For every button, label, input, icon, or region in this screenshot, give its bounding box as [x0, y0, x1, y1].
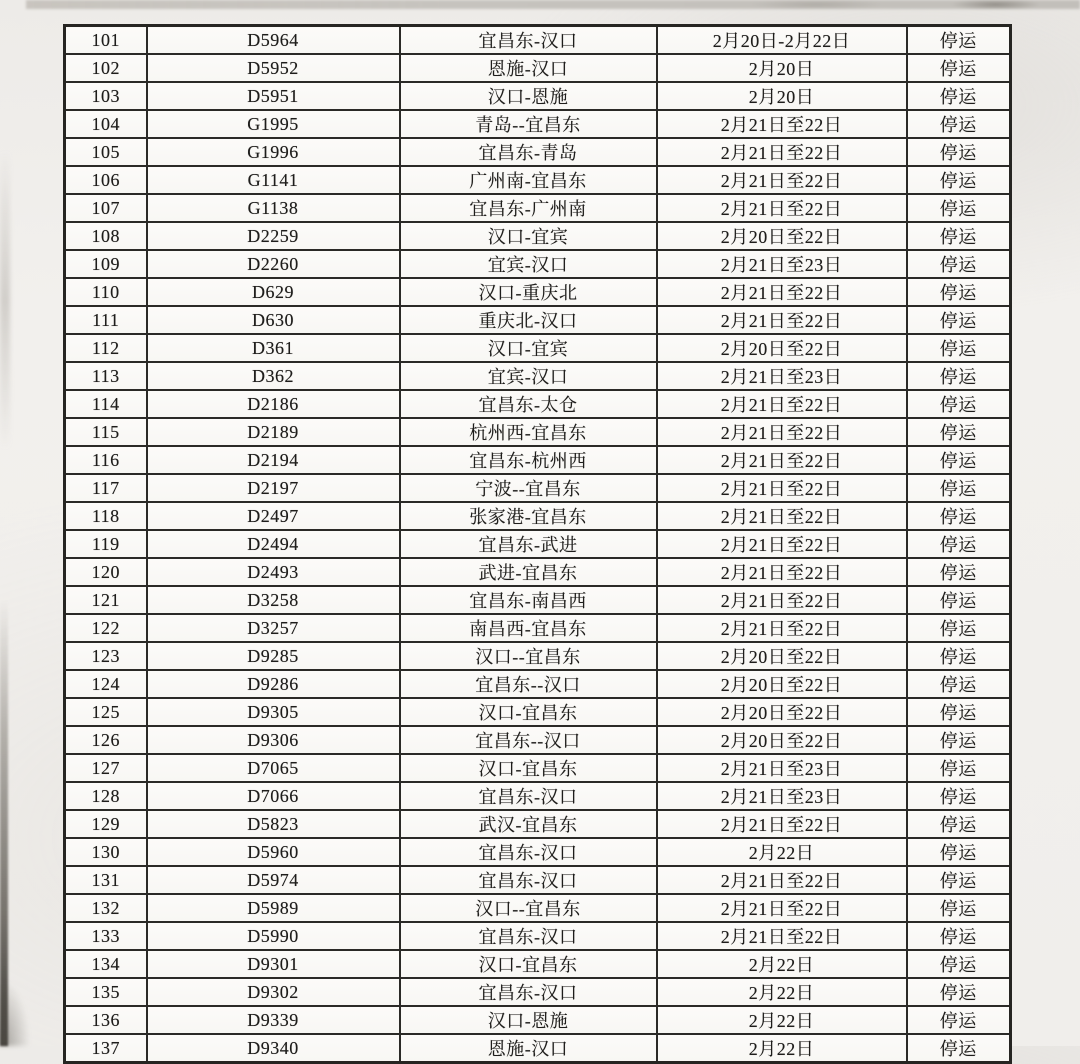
- row-number-cell: 135: [65, 978, 147, 1006]
- route-cell: 恩施-汉口: [400, 1034, 657, 1063]
- table-row: [65, 250, 1011, 278]
- table-row: [65, 306, 1011, 334]
- status-cell: 停运: [907, 446, 1011, 474]
- dates-cell: 2月22日: [657, 978, 907, 1006]
- row-number-cell: 136: [65, 1006, 147, 1034]
- route-cell: 重庆北-汉口: [400, 306, 657, 334]
- dates-cell: 2月21日至22日: [657, 194, 907, 222]
- table-row: [65, 166, 1011, 194]
- dates-cell: 2月21日至22日: [657, 278, 907, 306]
- status-cell: 停运: [907, 586, 1011, 614]
- train-number-cell: D5990: [147, 922, 400, 950]
- row-number-cell: 118: [65, 502, 147, 530]
- status-cell: 停运: [907, 698, 1011, 726]
- dates-cell: 2月20日: [657, 82, 907, 110]
- route-cell: 汉口-宜昌东: [400, 950, 657, 978]
- status-cell: 停运: [907, 726, 1011, 754]
- table-row: [65, 110, 1011, 138]
- route-cell: 武汉-宜昌东: [400, 810, 657, 838]
- status-cell: 停运: [907, 838, 1011, 866]
- table-row: [65, 362, 1011, 390]
- row-number-cell: 124: [65, 670, 147, 698]
- row-number-cell: 103: [65, 82, 147, 110]
- table-row: [65, 446, 1011, 474]
- status-cell: 停运: [907, 82, 1011, 110]
- train-number-cell: D2189: [147, 418, 400, 446]
- dates-cell: 2月21日至22日: [657, 474, 907, 502]
- row-number-cell: 120: [65, 558, 147, 586]
- route-cell: 恩施-汉口: [400, 54, 657, 82]
- dates-cell: 2月21日至22日: [657, 530, 907, 558]
- row-number-cell: 114: [65, 390, 147, 418]
- train-number-cell: D7065: [147, 754, 400, 782]
- route-cell: 宜昌东-汉口: [400, 838, 657, 866]
- status-cell: 停运: [907, 754, 1011, 782]
- route-cell: 宜昌东-南昌西: [400, 586, 657, 614]
- route-cell: 汉口-恩施: [400, 1006, 657, 1034]
- dates-cell: 2月22日: [657, 1034, 907, 1063]
- status-cell: 停运: [907, 950, 1011, 978]
- row-number-cell: 121: [65, 586, 147, 614]
- dates-cell: 2月21日至23日: [657, 250, 907, 278]
- train-number-cell: D2259: [147, 222, 400, 250]
- dates-cell: 2月21日至22日: [657, 446, 907, 474]
- train-number-cell: D3257: [147, 614, 400, 642]
- train-number-cell: D9301: [147, 950, 400, 978]
- status-cell: 停运: [907, 334, 1011, 362]
- route-cell: 汉口-宜昌东: [400, 698, 657, 726]
- row-number-cell: 107: [65, 194, 147, 222]
- train-number-cell: D7066: [147, 782, 400, 810]
- row-number-cell: 105: [65, 138, 147, 166]
- row-number-cell: 123: [65, 642, 147, 670]
- dates-cell: 2月21日至22日: [657, 810, 907, 838]
- route-cell: 南昌西-宜昌东: [400, 614, 657, 642]
- dates-cell: 2月20日至22日: [657, 670, 907, 698]
- status-cell: 停运: [907, 418, 1011, 446]
- table-row: [65, 222, 1011, 250]
- status-cell: 停运: [907, 194, 1011, 222]
- route-cell: 宜昌东--汉口: [400, 670, 657, 698]
- dates-cell: 2月20日: [657, 54, 907, 82]
- train-number-cell: D2197: [147, 474, 400, 502]
- dates-cell: 2月21日至22日: [657, 166, 907, 194]
- row-number-cell: 128: [65, 782, 147, 810]
- train-number-cell: D2186: [147, 390, 400, 418]
- route-cell: 宜昌东-武进: [400, 530, 657, 558]
- table-row: [65, 334, 1011, 362]
- row-number-cell: 115: [65, 418, 147, 446]
- route-cell: 宜昌东-青岛: [400, 138, 657, 166]
- dates-cell: 2月21日至22日: [657, 894, 907, 922]
- route-cell: 汉口--宜昌东: [400, 894, 657, 922]
- route-cell: 汉口-恩施: [400, 82, 657, 110]
- status-cell: 停运: [907, 1006, 1011, 1034]
- route-cell: 汉口-重庆北: [400, 278, 657, 306]
- status-cell: 停运: [907, 894, 1011, 922]
- train-number-cell: D9285: [147, 642, 400, 670]
- status-cell: 停运: [907, 474, 1011, 502]
- row-number-cell: 108: [65, 222, 147, 250]
- status-cell: 停运: [907, 54, 1011, 82]
- dates-cell: 2月22日: [657, 950, 907, 978]
- row-number-cell: 101: [65, 26, 147, 55]
- status-cell: 停运: [907, 26, 1011, 55]
- route-cell: 汉口--宜昌东: [400, 642, 657, 670]
- scan-artifact-left-smudge: [0, 150, 10, 450]
- train-number-cell: D5960: [147, 838, 400, 866]
- row-number-cell: 109: [65, 250, 147, 278]
- dates-cell: 2月21日至23日: [657, 782, 907, 810]
- row-number-cell: 133: [65, 922, 147, 950]
- dates-cell: 2月21日至22日: [657, 922, 907, 950]
- row-number-cell: 102: [65, 54, 147, 82]
- dates-cell: 2月21日至22日: [657, 558, 907, 586]
- table-row: [65, 726, 1011, 754]
- row-number-cell: 106: [65, 166, 147, 194]
- table-row: [65, 922, 1011, 950]
- status-cell: 停运: [907, 390, 1011, 418]
- row-number-cell: 127: [65, 754, 147, 782]
- row-number-cell: 104: [65, 110, 147, 138]
- status-cell: 停运: [907, 782, 1011, 810]
- row-number-cell: 131: [65, 866, 147, 894]
- scan-artifact-top-band: [26, 0, 1080, 9]
- row-number-cell: 134: [65, 950, 147, 978]
- status-cell: 停运: [907, 642, 1011, 670]
- train-number-cell: G1995: [147, 110, 400, 138]
- train-number-cell: D2260: [147, 250, 400, 278]
- status-cell: 停运: [907, 138, 1011, 166]
- table-row: [65, 1006, 1011, 1034]
- route-cell: 宜宾-汉口: [400, 250, 657, 278]
- route-cell: 宜昌东-杭州西: [400, 446, 657, 474]
- row-number-cell: 125: [65, 698, 147, 726]
- table-row: [65, 82, 1011, 110]
- table-row: [65, 782, 1011, 810]
- status-cell: 停运: [907, 250, 1011, 278]
- table-row: [65, 26, 1011, 55]
- table-body: [65, 26, 1011, 1063]
- dates-cell: 2月21日至22日: [657, 138, 907, 166]
- train-number-cell: D9306: [147, 726, 400, 754]
- table-row: [65, 810, 1011, 838]
- status-cell: 停运: [907, 614, 1011, 642]
- row-number-cell: 113: [65, 362, 147, 390]
- route-cell: 宜昌东-广州南: [400, 194, 657, 222]
- route-cell: 青岛--宜昌东: [400, 110, 657, 138]
- table-row: [65, 866, 1011, 894]
- dates-cell: 2月21日至22日: [657, 418, 907, 446]
- dates-cell: 2月22日: [657, 838, 907, 866]
- table-row: [65, 698, 1011, 726]
- row-number-cell: 119: [65, 530, 147, 558]
- dates-cell: 2月20日-2月22日: [657, 26, 907, 55]
- route-cell: 宜宾-汉口: [400, 362, 657, 390]
- row-number-cell: 111: [65, 306, 147, 334]
- table-row: [65, 474, 1011, 502]
- row-number-cell: 129: [65, 810, 147, 838]
- status-cell: 停运: [907, 922, 1011, 950]
- status-cell: 停运: [907, 306, 1011, 334]
- row-number-cell: 116: [65, 446, 147, 474]
- table-row: [65, 754, 1011, 782]
- route-cell: 宜昌东-汉口: [400, 26, 657, 55]
- table-row: [65, 502, 1011, 530]
- train-number-cell: D5823: [147, 810, 400, 838]
- status-cell: 停运: [907, 810, 1011, 838]
- table-row: [65, 138, 1011, 166]
- row-number-cell: 130: [65, 838, 147, 866]
- table-row: [65, 530, 1011, 558]
- status-cell: 停运: [907, 362, 1011, 390]
- train-number-cell: D9340: [147, 1034, 400, 1063]
- table-row: [65, 586, 1011, 614]
- route-cell: 汉口-宜宾: [400, 222, 657, 250]
- train-number-cell: D362: [147, 362, 400, 390]
- table-row: [65, 418, 1011, 446]
- train-number-cell: D2494: [147, 530, 400, 558]
- table-row: [65, 278, 1011, 306]
- train-number-cell: G1138: [147, 194, 400, 222]
- table-row: [65, 194, 1011, 222]
- dates-cell: 2月21日至22日: [657, 502, 907, 530]
- status-cell: 停运: [907, 222, 1011, 250]
- table-row: [65, 642, 1011, 670]
- row-number-cell: 126: [65, 726, 147, 754]
- route-cell: 宜昌东-汉口: [400, 866, 657, 894]
- dates-cell: 2月21日至22日: [657, 866, 907, 894]
- train-number-cell: D5989: [147, 894, 400, 922]
- table-row: [65, 54, 1011, 82]
- status-cell: 停运: [907, 670, 1011, 698]
- status-cell: 停运: [907, 866, 1011, 894]
- table-row: [65, 838, 1011, 866]
- status-cell: 停运: [907, 978, 1011, 1006]
- table-row: [65, 978, 1011, 1006]
- train-number-cell: D5951: [147, 82, 400, 110]
- dates-cell: 2月21日至22日: [657, 586, 907, 614]
- route-cell: 宜昌东--汉口: [400, 726, 657, 754]
- train-number-cell: D2497: [147, 502, 400, 530]
- train-suspension-table: [63, 24, 1012, 1064]
- dates-cell: 2月21日至23日: [657, 362, 907, 390]
- dates-cell: 2月21日至23日: [657, 754, 907, 782]
- train-number-cell: D2194: [147, 446, 400, 474]
- status-cell: 停运: [907, 558, 1011, 586]
- table-row: [65, 390, 1011, 418]
- dates-cell: 2月20日至22日: [657, 726, 907, 754]
- scan-artifact-corner-shade: [0, 940, 34, 1046]
- route-cell: 广州南-宜昌东: [400, 166, 657, 194]
- row-number-cell: 132: [65, 894, 147, 922]
- route-cell: 宜昌东-汉口: [400, 782, 657, 810]
- row-number-cell: 137: [65, 1034, 147, 1063]
- train-number-cell: D5964: [147, 26, 400, 55]
- train-number-cell: D9286: [147, 670, 400, 698]
- route-cell: 宜昌东-太仓: [400, 390, 657, 418]
- table-row: [65, 950, 1011, 978]
- status-cell: 停运: [907, 502, 1011, 530]
- dates-cell: 2月22日: [657, 1006, 907, 1034]
- status-cell: 停运: [907, 530, 1011, 558]
- dates-cell: 2月20日至22日: [657, 698, 907, 726]
- route-cell: 杭州西-宜昌东: [400, 418, 657, 446]
- status-cell: 停运: [907, 166, 1011, 194]
- train-number-cell: D9302: [147, 978, 400, 1006]
- train-number-cell: D5974: [147, 866, 400, 894]
- table-row: [65, 894, 1011, 922]
- train-number-cell: D9339: [147, 1006, 400, 1034]
- route-cell: 宜昌东-汉口: [400, 922, 657, 950]
- train-number-cell: D5952: [147, 54, 400, 82]
- train-number-cell: D2493: [147, 558, 400, 586]
- dates-cell: 2月21日至22日: [657, 110, 907, 138]
- train-number-cell: D629: [147, 278, 400, 306]
- train-number-cell: D9305: [147, 698, 400, 726]
- status-cell: 停运: [907, 110, 1011, 138]
- dates-cell: 2月20日至22日: [657, 334, 907, 362]
- route-cell: 汉口-宜昌东: [400, 754, 657, 782]
- train-number-cell: D361: [147, 334, 400, 362]
- route-cell: 宜昌东-汉口: [400, 978, 657, 1006]
- status-cell: 停运: [907, 278, 1011, 306]
- dates-cell: 2月20日至22日: [657, 222, 907, 250]
- row-number-cell: 110: [65, 278, 147, 306]
- dates-cell: 2月21日至22日: [657, 390, 907, 418]
- row-number-cell: 122: [65, 614, 147, 642]
- train-number-cell: G1996: [147, 138, 400, 166]
- table-row: [65, 558, 1011, 586]
- row-number-cell: 117: [65, 474, 147, 502]
- row-number-cell: 112: [65, 334, 147, 362]
- train-number-cell: D3258: [147, 586, 400, 614]
- route-cell: 宁波--宜昌东: [400, 474, 657, 502]
- route-cell: 张家港-宜昌东: [400, 502, 657, 530]
- table-row: [65, 670, 1011, 698]
- status-cell: 停运: [907, 1034, 1011, 1063]
- dates-cell: 2月20日至22日: [657, 642, 907, 670]
- train-number-cell: G1141: [147, 166, 400, 194]
- route-cell: 汉口-宜宾: [400, 334, 657, 362]
- train-number-cell: D630: [147, 306, 400, 334]
- dates-cell: 2月21日至22日: [657, 614, 907, 642]
- table-row: [65, 614, 1011, 642]
- table-row: [65, 1034, 1011, 1063]
- route-cell: 武进-宜昌东: [400, 558, 657, 586]
- dates-cell: 2月21日至22日: [657, 306, 907, 334]
